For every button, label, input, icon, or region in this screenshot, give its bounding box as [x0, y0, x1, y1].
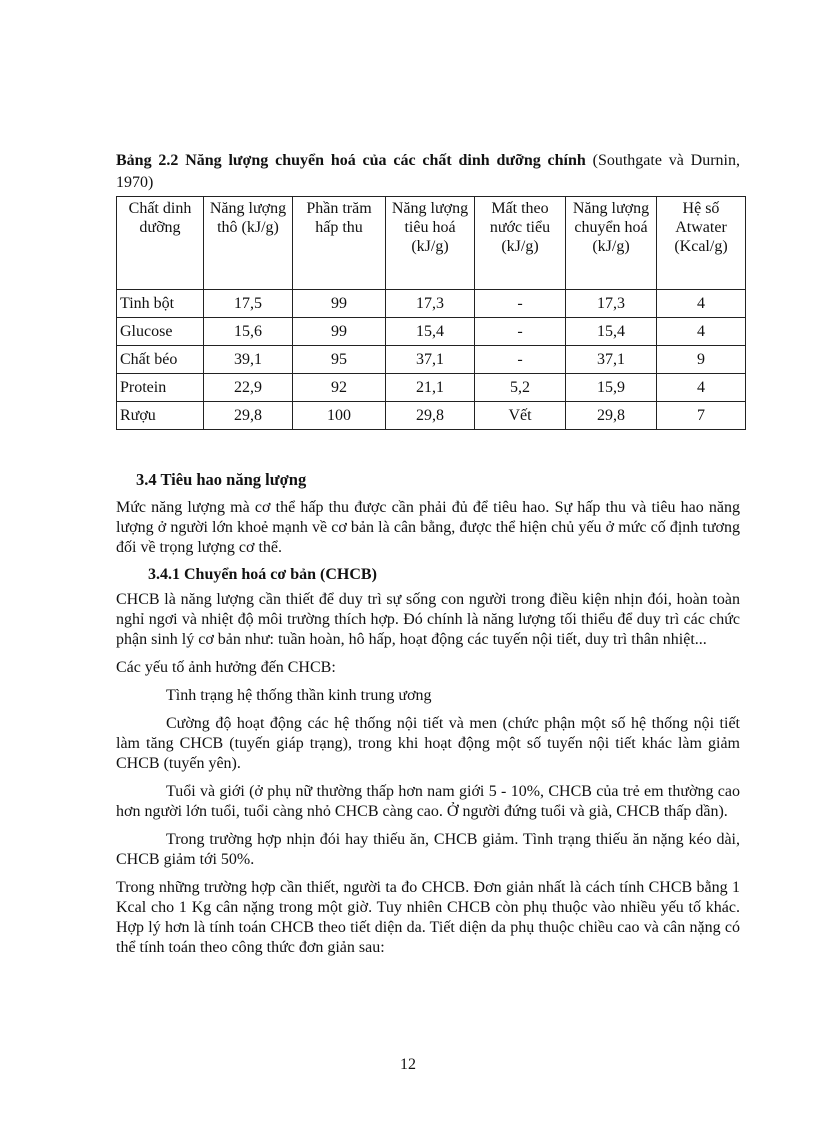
table-caption [116, 150, 740, 194]
factor-paragraph: Cường độ hoạt động các hệ thống nội tiết và men (chức phận một số hệ thống nội tiết làm tăng CHCB (tuyến giáp trạng), trong khi hoạt động một số tuyến nội tiết khác làm giảm CHCB (tuyến yên). [116, 715, 740, 772]
table-cell: 15,9 [566, 374, 657, 402]
table-header: Năng lượng tiêu hoá (kJ/g) [386, 197, 475, 290]
factor-paragraph: Tình trạng hệ thống thần kinh trung ương [166, 687, 432, 704]
table-cell: 37,1 [566, 346, 657, 374]
table-header: Hệ số Atwater (Kcal/g) [657, 197, 746, 290]
nutrient-name-cell: Glucose [117, 318, 204, 346]
table-cell: 21,1 [386, 374, 475, 402]
table-cell: 15,4 [386, 318, 475, 346]
table-cell: 17,3 [386, 290, 475, 318]
table-cell: Vết [475, 402, 566, 430]
table-cell: 100 [293, 402, 386, 430]
table-cell: 5,2 [475, 374, 566, 402]
table-row [117, 346, 746, 374]
paragraph: Trong những trường hợp cần thiết, người ta đo CHCB. Đơn giản nhất là cách tính CHCB bằng 1 Kcal cho 1 Kg cân nặng trong một giờ. Tuy nhiên CHCB còn phụ thuộc vào nhiều yếu tố khác. Hợp lý hơn là tính toán CHCB theo tiết diện da. Tiết diện da phụ thuộc chiều cao và cân nặng có thể tính toán theo công thức đơn giản sau: [116, 879, 740, 956]
table-row [117, 318, 746, 346]
table-cell: 7 [657, 402, 746, 430]
nutrient-name-cell: Chất béo [117, 346, 204, 374]
table-header-row [117, 197, 746, 290]
table-cell: 4 [657, 290, 746, 318]
table-cell: 29,8 [386, 402, 475, 430]
table-header: Năng lượng chuyển hoá (kJ/g) [566, 197, 657, 290]
section-heading: 3.4 Tiêu hao năng lượng [136, 470, 307, 489]
table-cell: 4 [657, 374, 746, 402]
table-cell: 15,6 [204, 318, 293, 346]
nutrient-name-cell: Tinh bột [117, 290, 204, 318]
table-cell: 9 [657, 346, 746, 374]
table-cell: 37,1 [386, 346, 475, 374]
table-cell: 99 [293, 290, 386, 318]
page-number: 12 [400, 1056, 416, 1073]
table-row [117, 402, 746, 430]
table-cell: 95 [293, 346, 386, 374]
table-cell: 92 [293, 374, 386, 402]
table-cell: 17,3 [566, 290, 657, 318]
factor-paragraph: Trong trường hợp nhịn đói hay thiếu ăn, CHCB giảm. Tình trạng thiếu ăn nặng kéo dài, CHCB giảm tới 50%. [116, 831, 740, 868]
table-cell: 15,4 [566, 318, 657, 346]
subsection-heading: 3.4.1 Chuyển hoá cơ bản (CHCB) [148, 566, 377, 583]
table-cell: 4 [657, 318, 746, 346]
table-cell: - [475, 318, 566, 346]
table-cell: 99 [293, 318, 386, 346]
energy-table [116, 196, 746, 430]
table-cell: 17,5 [204, 290, 293, 318]
factor-paragraph: Tuổi và giới (ở phụ nữ thường thấp hơn nam giới 5 - 10%, CHCB của trẻ em thường cao hơn người lớn tuổi, tuổi càng nhỏ CHCB càng cao. Ở người đứng tuổi và già, CHCB thấp dần). [116, 783, 740, 820]
table-cell: 29,8 [204, 402, 293, 430]
paragraph: CHCB là năng lượng cần thiết để duy trì sự sống con người trong điều kiện nhịn đói, hoàn toàn nghỉ ngơi và nhiệt độ môi trường thích hợp. Đó chính là năng lượng tối thiểu để duy trì các chức phận sinh lý cơ bản như: tuần hoàn, hô hấp, hoạt động các tuyến nội tiết, duy trì thân nhiệt... [116, 591, 740, 648]
paragraph: Các yếu tố ảnh hưởng đến CHCB: [116, 659, 336, 676]
table-row [117, 374, 746, 402]
table-caption-source: (Southgate và Durnin, 1970) [116, 152, 741, 191]
table-cell: 39,1 [204, 346, 293, 374]
table-header: Mất theo nước tiểu (kJ/g) [475, 197, 566, 290]
table-header: Chất dinh dưỡng [117, 197, 204, 290]
table-caption-title: Bảng 2.2 Năng lượng chuyển hoá của các chất dinh dưỡng chính [116, 152, 586, 169]
table-header: Phần trăm hấp thu [293, 197, 386, 290]
table-row [117, 290, 746, 318]
table-cell: 22,9 [204, 374, 293, 402]
table-cell: - [475, 290, 566, 318]
page-content [116, 150, 740, 966]
table-body [117, 290, 746, 430]
paragraph: Mức năng lượng mà cơ thể hấp thu được cần phải đủ để tiêu hao. Sự hấp thu và tiêu hao năng lượng ở người lớn khoẻ mạnh về cơ bản là cân bằng, được thể hiện chủ yếu ở mức cố định tương đối về trọng lượng cơ thể. [116, 499, 740, 556]
nutrient-name-cell: Rượu [117, 402, 204, 430]
nutrient-name-cell: Protein [117, 374, 204, 402]
table-cell: - [475, 346, 566, 374]
table-header: Năng lượng thô (kJ/g) [204, 197, 293, 290]
table-cell: 29,8 [566, 402, 657, 430]
